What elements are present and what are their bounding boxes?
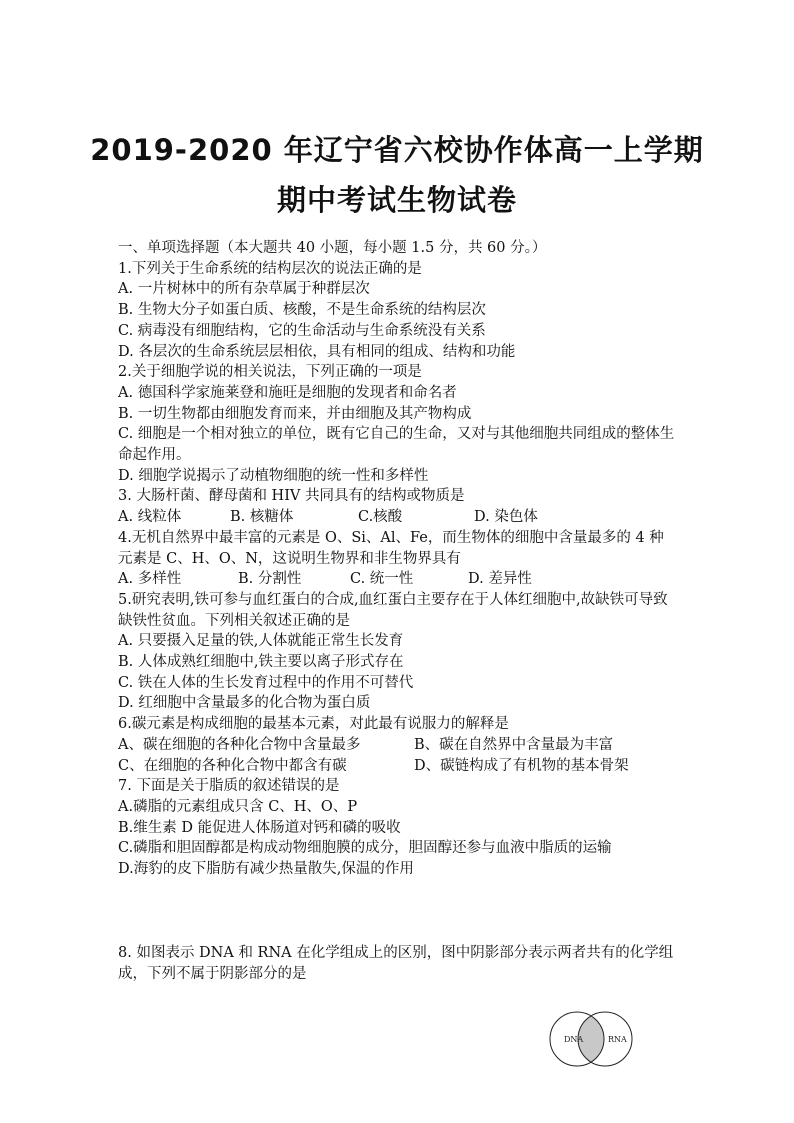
question-7-option-c: C.磷脂和胆固醇都是构成动物细胞膜的成分，胆固醇还参与血液中脂质的运输 <box>118 840 612 857</box>
venn-dna-label: DNA <box>564 1035 584 1044</box>
question-1-option-b: B. 生物大分子如蛋白质、核酸，不是生命系统的结构层次 <box>118 302 486 319</box>
question-6-option-c: C、在细胞的各种化合物中都含有碳 <box>118 757 347 774</box>
question-2-option-c: C. 细胞是一个相对独立的单位，既有它自己的生命，又对与其他细胞共同组成的整体生命起作用。 <box>118 426 675 464</box>
question-5-stem: 5.研究表明,铁可参与血红蛋白的合成,血红蛋白主要存在于人体红细胞中,故缺铁可导致缺铁性贫血。下列相关叙述正确的是 <box>118 591 668 629</box>
question-4-options <box>118 569 678 590</box>
venn-rna-label: RNA <box>608 1035 627 1044</box>
question-4-option-a: A. 多样性 <box>118 571 182 588</box>
question-6-option-a: A、碳在细胞的各种化合物中含量最多 <box>118 736 361 753</box>
question-2-stem: 2.关于细胞学说的相关说法，下列正确的一项是 <box>118 364 422 381</box>
question-6-options-row1 <box>118 735 678 756</box>
question-2-option-d: D. 细胞学说揭示了动植物细胞的统一性和多样性 <box>118 467 429 484</box>
question-5-option-c: C. 铁在人体的生长发育过程中的作用不可替代 <box>118 674 414 691</box>
question-3-options <box>118 507 678 528</box>
question-1-option-d: D. 各层次的生命系统层层相依，具有相同的组成、结构和功能 <box>118 343 516 360</box>
question-6-stem: 6.碳元素是构成细胞的最基本元素，对此最有说服力的解释是 <box>118 716 509 733</box>
question-8-stem: 8. 如图表示 DNA 和 RNA 在化学组成上的区别，图中阴影部分表示两者共有的化学组成，下列不属于阴影部分的是 <box>118 944 674 982</box>
question-3-option-b: B. 核糖体 <box>230 509 294 526</box>
question-3-stem: 3. 大肠杆菌、酵母菌和 HIV 共同具有的结构或物质是 <box>118 488 465 505</box>
section-header: 一、单项选择题（本大题共 40 小题，每小题 1.5 分，共 60 分。） <box>118 240 547 256</box>
question-1-stem: 1.下列关于生命系统的结构层次的说法正确的是 <box>118 260 422 277</box>
question-5-option-d: D. 红细胞中含量最多的化合物为蛋白质 <box>118 695 371 712</box>
question-7-stem: 7. 下面是关于脂质的叙述错误的是 <box>118 778 340 795</box>
question-3-option-a: A. 线粒体 <box>118 509 182 526</box>
exam-content <box>118 238 678 984</box>
question-7-option-d: D.海豹的皮下脂肪有减少热量散失,保温的作用 <box>118 861 414 878</box>
question-1-option-a: A. 一片树林中的所有杂草属于种群层次 <box>118 281 370 298</box>
question-1-option-c: C. 病毒没有细胞结构，它的生命活动与生命系统没有关系 <box>118 322 486 339</box>
question-2-option-b: B. 一切生物都由细胞发育而来，并由细胞及其产物构成 <box>118 405 472 422</box>
question-5-option-a: A. 只要摄入足量的铁,人体就能正常生长发育 <box>118 633 404 650</box>
question-4-option-b: B. 分割性 <box>238 571 302 588</box>
question-2-option-a: A. 德国科学家施莱登和施旺是细胞的发现者和命名者 <box>118 384 457 401</box>
question-6-options-row2 <box>118 756 678 777</box>
question-6-option-b: B、碳在自然界中含量最为丰富 <box>414 736 614 753</box>
question-4-option-d: D. 差异性 <box>468 571 532 588</box>
question-5-option-b: B. 人体成熟红细胞中,铁主要以离子形式存在 <box>118 654 404 671</box>
question-4-option-c: C. 统一性 <box>350 571 414 588</box>
question-3-option-d: D. 染色体 <box>474 509 538 526</box>
document-title-line1: 2019-2020 年辽宁省六校协作体高一上学期 <box>90 133 704 167</box>
question-4-stem: 4.无机自然界中最丰富的元素是 O、Si、Al、Fe，而生物体的细胞中含量最多的 4 种元素是 C、H、O、N，这说明生物界和非生物界具有 <box>118 529 664 567</box>
question-3-option-c: C.核酸 <box>358 509 403 526</box>
question-7-option-a: A.磷脂的元素组成只含 C、H、O、P <box>118 798 358 815</box>
venn-diagram <box>548 1010 634 1068</box>
document-title-line2: 期中考试生物试卷 <box>276 183 517 217</box>
question-6-option-d: D、碳链构成了有机物的基本骨架 <box>414 757 629 774</box>
question-7-option-b: B.维生素 D 能促进人体肠道对钙和磷的吸收 <box>118 819 401 836</box>
